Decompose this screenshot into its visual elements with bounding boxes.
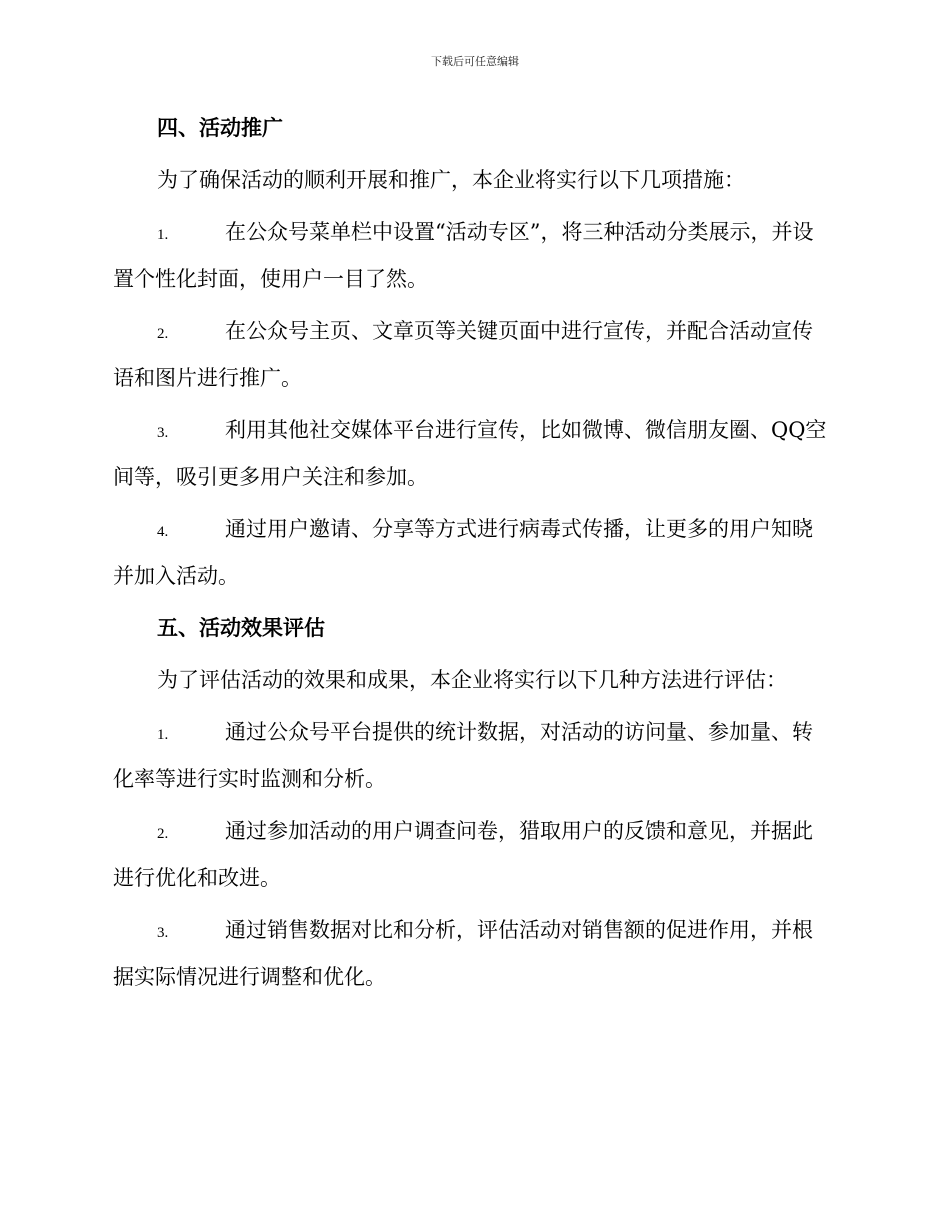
list-item	[113, 408, 833, 499]
section-heading: 四、活动推广	[157, 115, 283, 140]
section-heading: 五、活动效果评估	[157, 615, 325, 640]
list-number: 2.	[157, 326, 169, 342]
page-header: 下载后可任意编辑	[431, 55, 519, 68]
list-item	[113, 210, 833, 301]
list-text: 通过公众号平台提供的统计数据，对活动的访问量、参加量、转化率等进行实时监测和分析。	[113, 720, 813, 791]
list-number: 3.	[157, 425, 169, 441]
list-text: 在公众号主页、文章页等关键页面中进行宣传，并配合活动宣传语和图片进行推广。	[113, 319, 813, 390]
list-text: 在公众号菜单栏中设置“活动专区”，将三种活动分类展示，并设置个性化封面，使用户一目了然。	[113, 220, 814, 291]
section-intro: 为了确保活动的顺利开展和推广，本企业将实行以下几项措施：	[157, 168, 745, 192]
list-number: 2.	[157, 826, 169, 842]
list-item	[113, 507, 833, 598]
list-item	[113, 809, 833, 900]
list-item	[113, 710, 833, 801]
list-text: 通过用户邀请、分享等方式进行病毒式传播，让更多的用户知晓并加入活动。	[113, 517, 813, 588]
list-number: 4.	[157, 524, 169, 540]
list-item	[113, 908, 833, 999]
list-number: 1.	[157, 227, 169, 243]
section-intro: 为了评估活动的效果和成果，本企业将实行以下几种方法进行评估：	[157, 668, 787, 692]
list-text: 通过参加活动的用户调查问卷，猎取用户的反馈和意见，并据此进行优化和改进。	[113, 819, 813, 890]
list-item	[113, 309, 833, 400]
list-text: 通过销售数据对比和分析，评估活动对销售额的促进作用，并根据实际情况进行调整和优化。	[113, 918, 813, 989]
document-body	[113, 106, 833, 1007]
list-number: 3.	[157, 925, 169, 941]
list-text: 利用其他社交媒体平台进行宣传，比如微博、微信朋友圈、QQ空间等，吸引更多用户关注和参加。	[113, 418, 827, 489]
list-number: 1.	[157, 727, 169, 743]
